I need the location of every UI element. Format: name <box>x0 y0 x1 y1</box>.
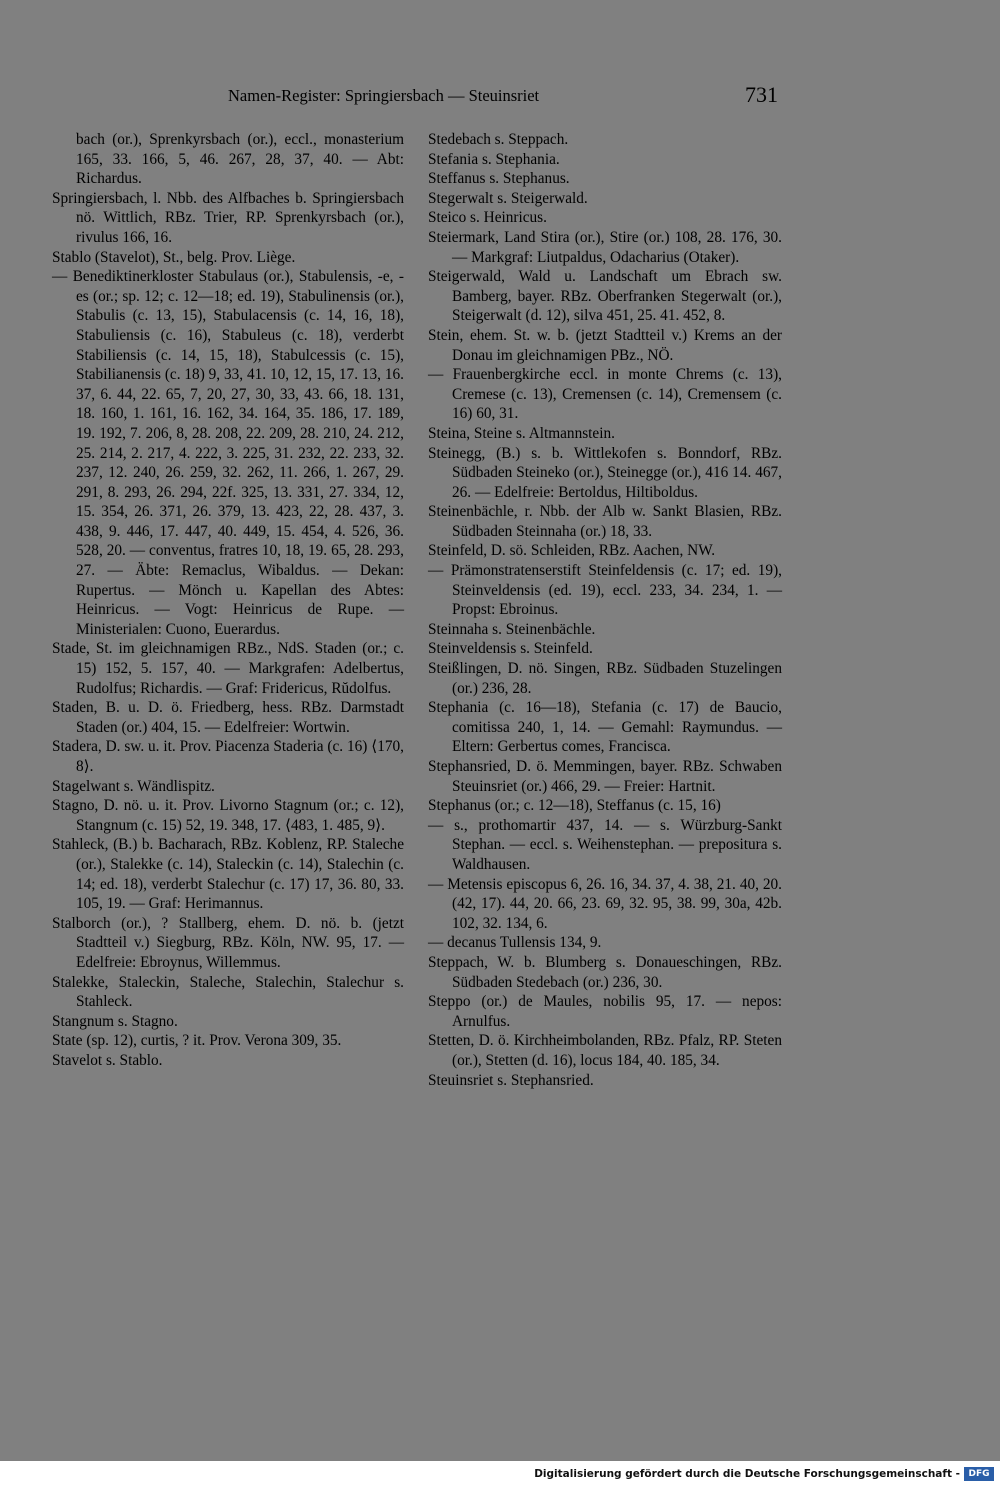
index-entry: Stetten, D. ö. Kirchheimbolanden, RBz. Pfalz, RP. Steten (or.), Stetten (d. 16), locus 184, 40. 185, 34. <box>428 1032 782 1069</box>
index-entry: Steuinsriet s. Stephansried. <box>428 1071 594 1089</box>
index-entry: Staden, B. u. D. ö. Friedberg, hess. RBz. Darmstadt Staden (or.) 404, 15. — Edelfreier: Wortwin. <box>52 699 404 736</box>
index-entry: Steinenbächle, r. Nbb. der Alb w. Sankt Blasien, RBz. Südbaden Steinnaha (or.) 18, 33. <box>428 503 782 540</box>
index-entry: Steißlingen, D. nö. Singen, RBz. Südbaden Stuzelingen (or.) 236, 28. <box>428 660 782 697</box>
index-entry: Steico s. Heinricus. <box>428 209 547 227</box>
index-entry: Stephansried, D. ö. Memmingen, bayer. RBz. Schwaben Steuinsriet (or.) 466, 29. — Freier: Hartnit. <box>428 758 782 795</box>
index-entry: bach (or.), Sprenkyrsbach (or.), eccl., monasterium 165, 33. 166, 5, 46. 267, 28, 37, 40. — Abt: Richardus. <box>76 131 404 188</box>
index-entry: Springiersbach, l. Nbb. des Alfbaches b. Springiersbach nö. Wittlich, RBz. Trier, RP. Sprenkyrsbach (or.), rivulus 166, 16. <box>52 189 404 246</box>
index-entry: Steinveldensis s. Steinfeld. <box>428 640 593 658</box>
index-entry: Stagno, D. nö. u. it. Prov. Livorno Stagnum (or.; c. 12), Stangnum (c. 15) 52, 19. 348, 17. ⟨483, 1. 485, 9⟩. <box>52 797 404 834</box>
left-column <box>52 130 404 1071</box>
index-entry: — s., prothomartir 437, 14. — s. Würzburg-Sankt Stephan. — eccl. s. Weihenstephan. — prepositura s. Waldhausen. <box>428 816 782 873</box>
index-entry: State (sp. 12), curtis, ? it. Prov. Verona 309, 35. <box>52 1032 342 1050</box>
funding-credit: Digitalisierung gefördert durch die Deutsche Forschungsgemeinschaft - <box>534 1468 960 1480</box>
index-entry: Stalborch (or.), ? Stallberg, ehem. D. nö. b. (jetzt Stadtteil v.) Siegburg, RBz. Köln, NW. 95, 17. — Edelfreie: Ebroynus, Willemmus. <box>52 914 404 971</box>
index-entry: Stedebach s. Steppach. <box>428 131 569 148</box>
index-entry: — Benediktinerkloster Stabulaus (or.), Stabulensis, -e, -es (or.; sp. 12; c. 12—18; ed. 19), Stabulinensis (or.), Stabulis (c. 13, 15), Stabulacensis (c. 14, 16, 18), Stabuliensis (c. 16), Stabuleus (c. 18), verderbt Stabiliensis (c. 14, 15, 18), Stabulcessis (c. 15), Stabilianensis (c. 18) 9, 33, 41. 10, 12, 15, 17. 13, 16. 37, 6. 44, 22. 65, 7, 20, 27, 30, 33, 43. 66, 18. 131, 18. 160, 1. 161, 16. 162, 34. 164, 35. 186, 17. 189, 19. 192, 7. 206, 8, 28. 208, 22. 209, 28. 210, 24. 212, 25. 214, 2. 217, 4. 222, 3. 225, 31. 232, 22. 233, 32. 237, 12. 240, 26. 259, 32. 262, 11. 266, 1. 267, 29. 291, 8. 293, 26. 294, 22f. 325, 13. 331, 27. 334, 12, 15. 354, 26. 371, 26. 379, 13. 423, 22, 28. 437, 3. 438, 9. 446, 17. 447, 40. 449, 15. 454, 4. 526, 36. 528, 20. — conventus, fratres 10, 18, 19. 65, 28. 293, 27. — Äbte: Remaclus, Wibaldus. — Dekan: Rupertus. — Mönch u. Kapellan des Abtes: Heinricus. — Vogt: Heinricus de Rupe. — Ministerialen: Cuono, Euerardus. <box>52 268 404 638</box>
index-entry: Stablo (Stavelot), St., belg. Prov. Liège. <box>52 248 296 266</box>
index-entry: Steigerwald, Wald u. Landschaft um Ebrach sw. Bamberg, bayer. RBz. Oberfranken Stegerwalt (or.), Steigerwalt (d. 12), silva 451, 25. 41. 452, 8. <box>428 268 782 325</box>
index-entry: — Metensis episcopus 6, 26. 16, 34. 37, 4. 38, 21. 40, 20. (42, 17). 44, 20. 66, 23. 69, 32. 95, 38. 99, 30a, 42b. 102, 32. 134, 6. <box>428 875 782 932</box>
page-header <box>0 84 1000 110</box>
index-entry: Stadera, D. sw. u. it. Prov. Piacenza Staderia (c. 16) ⟨170, 8⟩. <box>52 738 404 775</box>
index-entry: Steinfeld, D. sö. Schleiden, RBz. Aachen, NW. <box>428 542 716 560</box>
page-number: 731 <box>745 82 778 107</box>
index-entry: Stagelwant s. Wändlispitz. <box>52 777 215 795</box>
right-column <box>428 130 782 1090</box>
index-entry: Stefania s. Stephania. <box>428 150 560 168</box>
index-entry: Stade, St. im gleichnamigen RBz., NdS. Staden (or.; c. 15) 152, 5. 157, 40. — Markgrafen: Adelbertus, Rudolfus; Richardis. — Graf: Fridericus, Rŭdolfus. <box>52 640 404 697</box>
index-entry: Stephanus (or.; c. 12—18), Steffanus (c. 15, 16) <box>428 797 721 815</box>
index-entry: Steffanus s. Stephanus. <box>428 170 570 188</box>
footer-bar <box>0 1461 1000 1487</box>
index-entry: Stavelot s. Stablo. <box>52 1051 163 1069</box>
index-entry: Steinegg, (B.) s. b. Wittlekofen s. Bonndorf, RBz. Südbaden Steineko (or.), Steinegge (or.), 416 14. 467, 26. — Edelfreie: Bertoldus, Hiltiboldus. <box>428 444 782 501</box>
index-entry: Stalekke, Staleckin, Staleche, Stalechin, Stalechur s. Stahleck. <box>52 973 404 1011</box>
index-entry: Steppo (or.) de Maules, nobilis 95, 17. — nepos: Arnulfus. <box>428 993 782 1030</box>
dfg-logo: DFG <box>964 1467 994 1481</box>
index-entry: — decanus Tullensis 134, 9. <box>428 934 602 952</box>
index-entry: Stahleck, (B.) b. Bacharach, RBz. Koblenz, RP. Staleche (or.), Stalekke (c. 14), Staleckin (c. 14), Stalechin (c. 14; ed. 18), verderbt Stalechur (c. 17) 17, 36. 80, 33. 105, 19. — Graf: Herimannus. <box>52 836 404 913</box>
index-entry: Steppach, W. b. Blumberg s. Donaueschingen, RBz. Südbaden Stedebach (or.) 236, 30. <box>428 953 782 991</box>
index-entry: Steinnaha s. Steinenbächle. <box>428 620 596 638</box>
index-entry: Stangnum s. Stagno. <box>52 1012 178 1030</box>
index-entry: — Frauenbergkirche eccl. in monte Chrems (c. 13), Cremese (c. 13), Cremensen (c. 14), Cremensem (c. 16) 60, 31. <box>428 366 782 423</box>
index-entry: — Prämonstratenserstift Steinfeldensis (c. 17; ed. 19), Steinveldensis (ed. 19), eccl. 233, 34. 234, 1. — Propst: Ebroinus. <box>428 562 782 619</box>
running-title: Namen-Register: Springiersbach — Steuinsriet <box>228 86 540 105</box>
index-entry: Stephania (c. 16—18), Stefania (c. 17) de Baucio, comitissa 240, 1, 14. — Gemahl: Raymundus. — Eltern: Gerbertus comes, Francisca. <box>428 699 782 756</box>
index-entry: Stegerwalt s. Steigerwald. <box>428 189 588 207</box>
index-entry: Stein, ehem. St. w. b. (jetzt Stadtteil v.) Krems an der Donau im gleichnamigen PBz., NÖ. <box>428 326 782 364</box>
index-entry: Steiermark, Land Stira (or.), Stire (or.) 108, 28. 176, 30. — Markgraf: Liutpaldus, Odacharius (Otaker). <box>428 228 782 266</box>
index-entry: Steina, Steine s. Altmannstein. <box>428 424 615 442</box>
